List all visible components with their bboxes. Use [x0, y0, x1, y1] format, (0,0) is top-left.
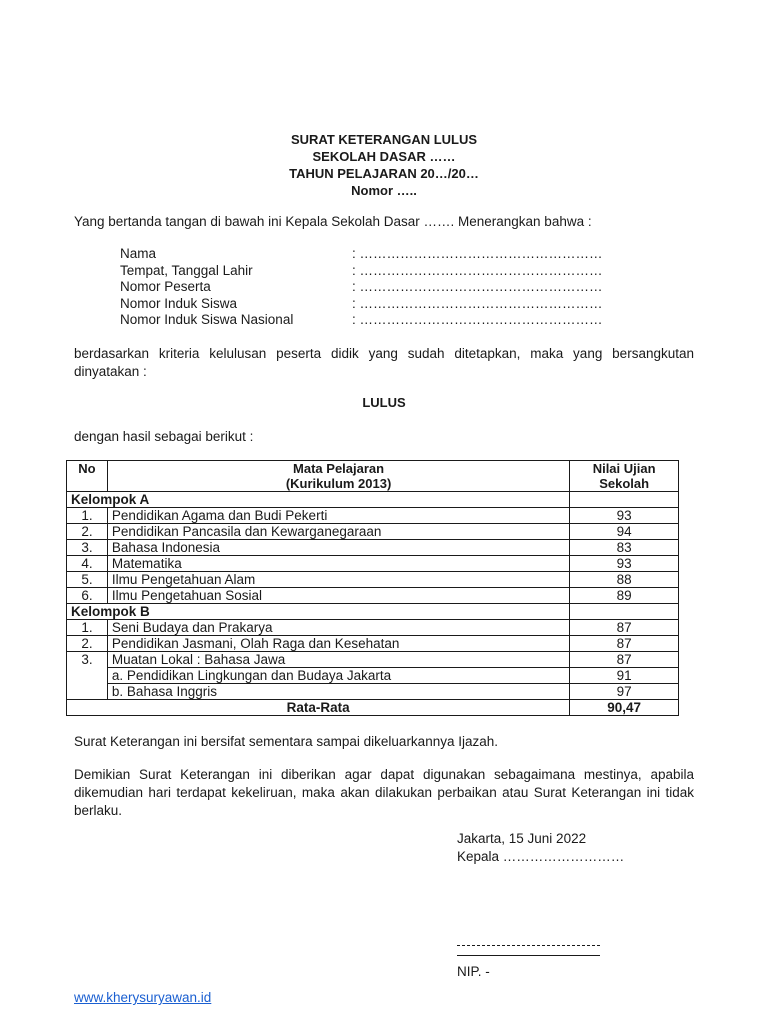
criteria-text: berdasarkan kriteria kelulusan peserta didik yang sudah ditetapkan, maka yang bersangkutan dinyatakan : — [74, 346, 694, 379]
footer-website-link[interactable]: www.kherysuryawan.id — [74, 990, 212, 1005]
table-row — [67, 572, 679, 588]
average-value: 90,47 — [570, 700, 679, 716]
average-row — [67, 700, 679, 716]
closing-text: Demikian Surat Keterangan ini diberikan agar dapat digunakan sebagaimana mestinya, apabila dikemudian hari terdapat kekeliruan, maka akan dilakukan perbaikan atau Surat Keterangan ini tidak berlaku. — [74, 767, 694, 818]
header-value-line1: Nilai Ujian — [592, 461, 656, 476]
group-row — [67, 492, 679, 508]
title-line-2: SEKOLAH DASAR …… — [312, 149, 456, 164]
table-row — [67, 636, 679, 652]
row-subject: Seni Budaya dan Prakarya — [107, 620, 569, 636]
group-empty-cell — [570, 492, 679, 508]
row-subject: Pendidikan Agama dan Budi Pekerti — [107, 508, 569, 524]
results-intro: dengan hasil sebagai berikut : — [74, 429, 254, 444]
row-value: 88 — [570, 572, 679, 588]
table-row — [67, 540, 679, 556]
signature-dashed-line — [457, 945, 600, 946]
row-subject: Ilmu Pengetahuan Sosial — [107, 588, 569, 604]
row-no-empty — [67, 668, 108, 684]
identity-fields — [120, 246, 612, 329]
title-line-4: Nomor ….. — [351, 183, 417, 198]
row-subject: b. Bahasa Inggris — [107, 684, 569, 700]
temporary-note: Surat Keterangan ini bersifat sementara sampai dikeluarkannya Ijazah. — [74, 734, 498, 749]
group-label: Kelompok B — [67, 604, 570, 620]
row-value: 83 — [570, 540, 679, 556]
row-value: 93 — [570, 556, 679, 572]
row-no: 5. — [67, 572, 108, 588]
table-row — [67, 620, 679, 636]
header-subject-line1: Mata Pelajaran — [293, 461, 385, 476]
row-value: 89 — [570, 588, 679, 604]
table-row — [67, 652, 679, 668]
table-row — [67, 588, 679, 604]
grades-table — [66, 460, 679, 716]
row-value: 97 — [570, 684, 679, 700]
row-subject: a. Pendidikan Lingkungan dan Budaya Jakarta — [107, 668, 569, 684]
average-label: Rata-Rata — [67, 700, 570, 716]
group-empty-cell — [570, 604, 679, 620]
row-no: 6. — [67, 588, 108, 604]
row-value: 87 — [570, 636, 679, 652]
table-row — [67, 508, 679, 524]
identity-value: : ……………………………………………… — [352, 295, 603, 311]
signature-position: Kepala ……………………… — [457, 849, 625, 864]
title-line-1: SURAT KETERANGAN LULUS — [290, 132, 478, 147]
identity-label: Tempat, Tanggal Lahir — [120, 262, 253, 278]
row-no: 4. — [67, 556, 108, 572]
table-row — [67, 668, 679, 684]
row-value: 91 — [570, 668, 679, 684]
identity-value: : ……………………………………………… — [352, 312, 603, 327]
row-value: 87 — [570, 652, 679, 668]
header-value-line2: Sekolah — [599, 476, 650, 491]
identity-label: Nomor Induk Siswa — [120, 295, 238, 311]
row-value: 93 — [570, 508, 679, 524]
group-row — [67, 604, 679, 620]
header-subject-line2: (Kurikulum 2013) — [285, 476, 392, 491]
row-no: 2. — [67, 636, 108, 652]
row-subject: Matematika — [107, 556, 569, 572]
identity-value: : ……………………………………………… — [352, 262, 603, 278]
table-row — [67, 524, 679, 540]
row-no: 3. — [67, 652, 108, 668]
row-subject: Pendidikan Jasmani, Olah Raga dan Kesehatan — [107, 636, 569, 652]
table-row — [67, 556, 679, 572]
row-no-empty — [67, 684, 108, 700]
group-label: Kelompok A — [67, 492, 570, 508]
row-no: 3. — [67, 540, 108, 556]
header-no: No — [67, 461, 108, 492]
row-subject: Muatan Lokal : Bahasa Jawa — [107, 652, 569, 668]
title-line-3: TAHUN PELAJARAN 20…/20… — [289, 166, 479, 181]
row-subject: Bahasa Indonesia — [107, 540, 569, 556]
signature-nip: NIP. - — [457, 964, 490, 979]
table-header-row — [67, 461, 679, 492]
table-row — [67, 684, 679, 700]
identity-label: Nomor Induk Siswa Nasional — [120, 312, 294, 327]
row-subject: Pendidikan Pancasila dan Kewarganegaraan — [107, 524, 569, 540]
header-subject — [107, 461, 569, 492]
status-text: LULUS — [362, 395, 406, 410]
row-subject: Ilmu Pengetahuan Alam — [107, 572, 569, 588]
signature-place-date: Jakarta, 15 Juni 2022 — [457, 831, 587, 846]
row-no: 1. — [67, 508, 108, 524]
identity-value: : ……………………………………………… — [352, 246, 603, 261]
header-value — [570, 461, 679, 492]
row-value: 87 — [570, 620, 679, 636]
row-no: 2. — [67, 524, 108, 540]
document-title — [0, 131, 768, 199]
identity-label: Nomor Peserta — [120, 279, 211, 294]
row-value: 94 — [570, 524, 679, 540]
intro-text: Yang bertanda tangan di bawah ini Kepala Sekolah Dasar ……. Menerangkan bahwa : — [74, 214, 592, 229]
row-no: 1. — [67, 620, 108, 636]
identity-label: Nama — [120, 246, 157, 261]
identity-value: : ……………………………………………… — [352, 279, 603, 294]
signature-line — [457, 955, 600, 956]
